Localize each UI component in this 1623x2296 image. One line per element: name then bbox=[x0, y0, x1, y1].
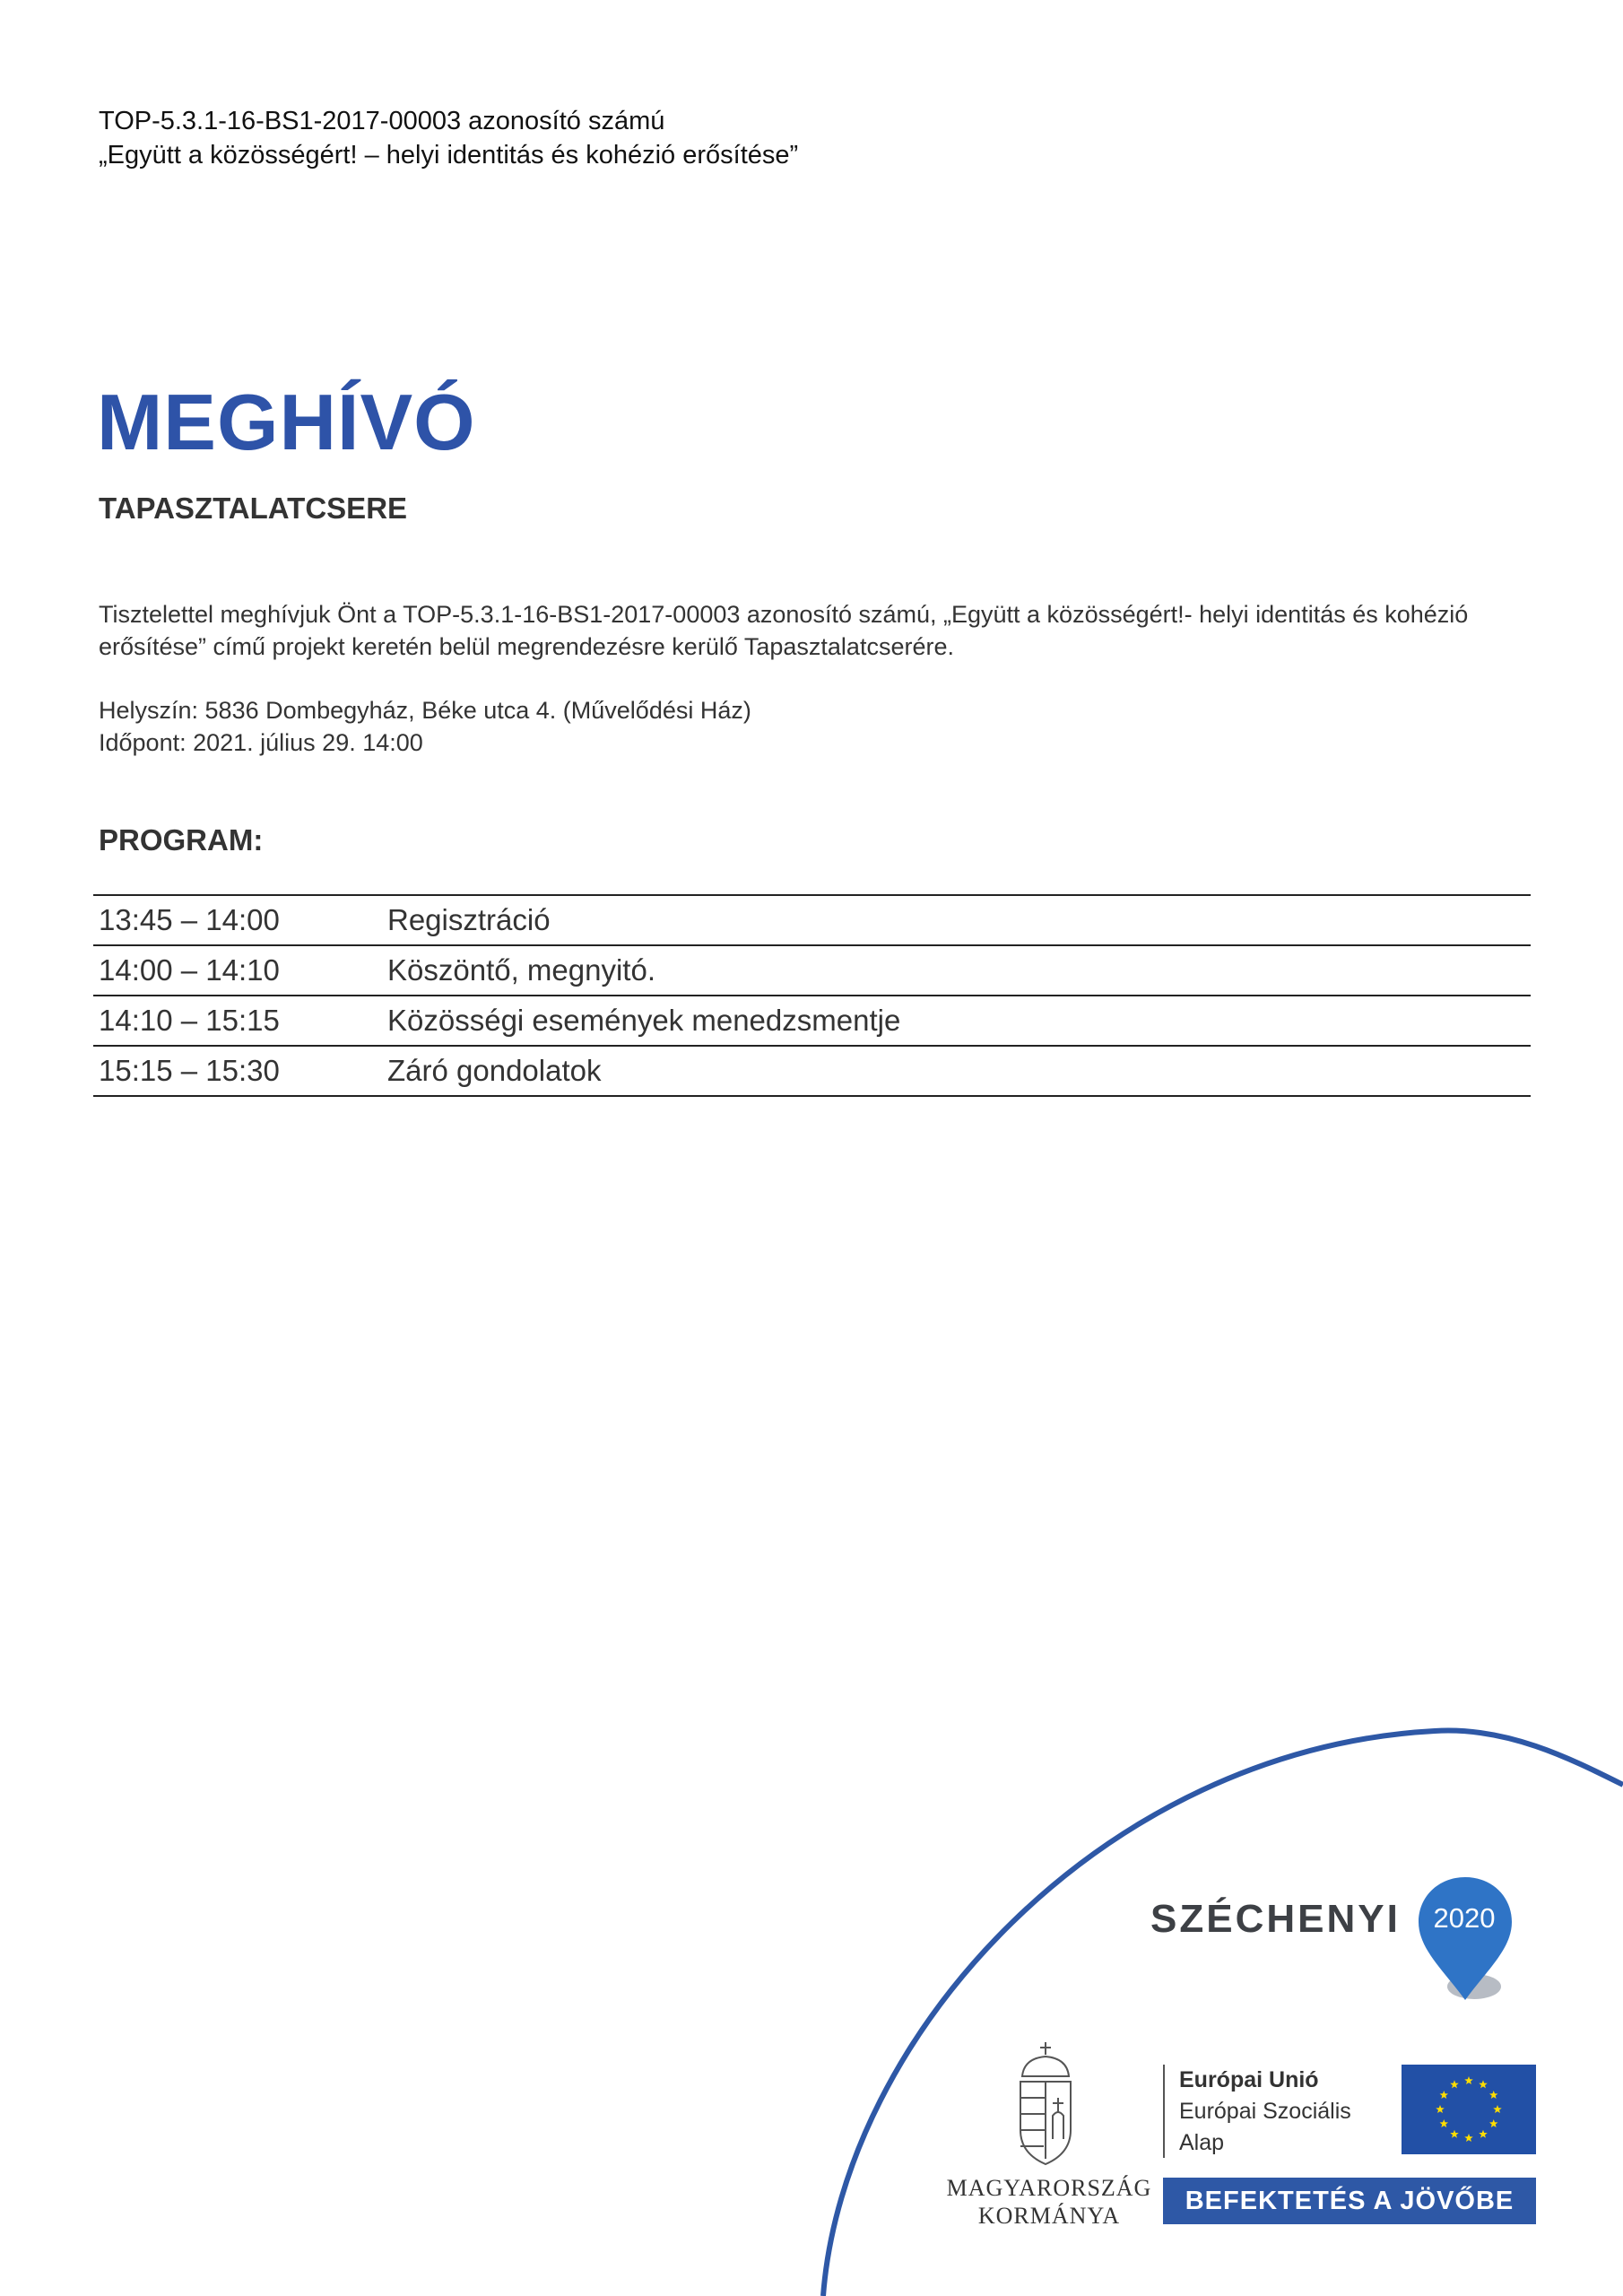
program-event: Záró gondolatok bbox=[387, 1054, 602, 1087]
program-event: Regisztráció bbox=[387, 903, 551, 936]
page-title: MEGHÍVÓ bbox=[97, 378, 476, 466]
location-pin-icon bbox=[1419, 1877, 1517, 2007]
project-id-line: TOP-5.3.1-16-BS1-2017-00003 azonosító számú bbox=[99, 107, 665, 135]
government-line-2: KORMÁNYA bbox=[977, 2203, 1121, 2229]
investment-banner: BEFEKTETÉS A JÖVŐBE bbox=[1163, 2178, 1536, 2224]
eu-line-3: Alap bbox=[1179, 2130, 1225, 2155]
government-logo-text bbox=[946, 2174, 1152, 2230]
program-time: 14:10 – 15:15 bbox=[99, 1004, 280, 1037]
government-line-1: MAGYARORSZÁG bbox=[946, 2175, 1152, 2201]
program-event: Közösségi események menedzsmentje bbox=[387, 1004, 901, 1037]
eu-divider bbox=[1163, 2065, 1165, 2158]
eu-line-2: Európai Szociális bbox=[1179, 2099, 1351, 2124]
eu-line-1: Európai Unió bbox=[1179, 2067, 1319, 2092]
intro-paragraph: Tisztelettel meghívjuk Önt a TOP-5.3.1-16-BS1-2017-00003 azonosító számú, „Együtt a közösségért!- helyi identitás és kohézió erősítése” című projekt keretén belül megrendezésre kerülő Tapasztalatcserére. bbox=[99, 601, 1469, 660]
program-heading: PROGRAM: bbox=[99, 823, 264, 857]
event-time: Időpont: 2021. július 29. 14:00 bbox=[99, 729, 423, 756]
program-time: 13:45 – 14:00 bbox=[99, 903, 280, 936]
project-name-line: „Együtt a közösségért! – helyi identitás és kohézió erősítése” bbox=[99, 141, 799, 170]
szechenyi-year: 2020 bbox=[1433, 1902, 1496, 1934]
program-event: Köszöntő, megnyitó. bbox=[387, 953, 655, 987]
coat-of-arms-icon bbox=[1011, 2040, 1080, 2166]
program-time: 14:00 – 14:10 bbox=[99, 953, 280, 987]
program-time: 15:15 – 15:30 bbox=[99, 1054, 280, 1087]
event-location: Helyszín: 5836 Dombegyház, Béke utca 4. (Művelődési Ház) bbox=[99, 697, 751, 724]
szechenyi-logo-text: SZÉCHENYI bbox=[1150, 1897, 1401, 1941]
page-subtitle: TAPASZTALATCSERE bbox=[99, 491, 408, 525]
eu-flag-icon bbox=[1402, 2065, 1536, 2154]
eu-fund-text bbox=[1179, 2065, 1351, 2159]
